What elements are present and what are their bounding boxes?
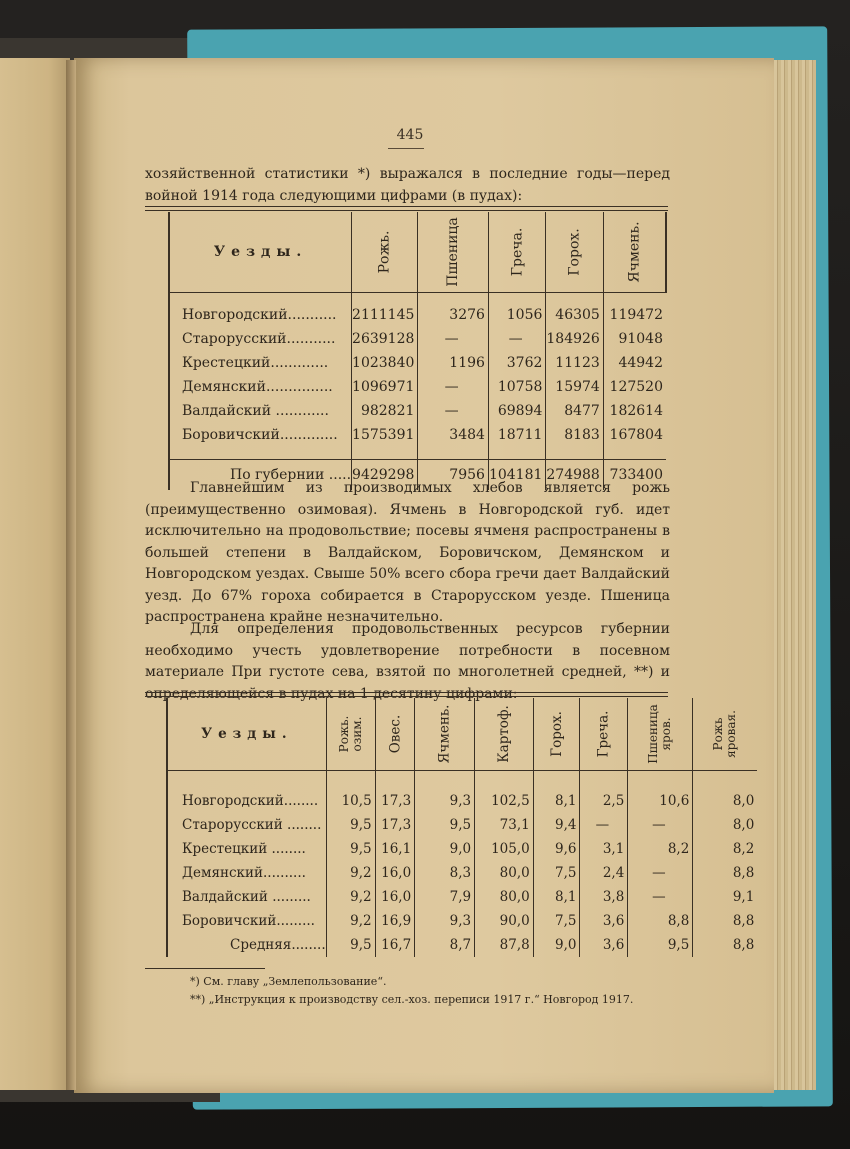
table-row: Демянский............... 1096971 — 10758 15974 127520 xyxy=(169,375,666,399)
cell: 8,2 xyxy=(693,837,758,861)
table1-top-rule xyxy=(145,206,668,211)
cell: 9,2 xyxy=(326,861,375,885)
table2-header-uezd: Уезды. xyxy=(167,698,326,770)
cell: — xyxy=(628,861,693,885)
cell: 9,3 xyxy=(415,909,475,933)
cell: 10758 xyxy=(488,375,545,399)
row-label: Валдайский xyxy=(182,403,272,419)
table1-total-row: По губернии ..... 9429298 7956 104181 274988 733400 xyxy=(169,460,666,490)
cell: 9,5 xyxy=(628,933,693,957)
intro-text: хозяйственной статистики *) выражался в последние годы—перед войной 1914 года следующими цифрами (в пудах): xyxy=(145,166,670,204)
cell: 102,5 xyxy=(475,789,534,813)
row-label: Демянский xyxy=(182,379,266,395)
total-label: По губернии xyxy=(230,467,325,483)
table-row: Старорусский........... 2639128 — — 184926 91048 xyxy=(169,327,666,351)
cell: 10,6 xyxy=(628,789,693,813)
left-page xyxy=(0,58,70,1093)
cell: 44942 xyxy=(603,351,666,375)
row-label: Боровичский xyxy=(182,427,280,443)
table1-col-peas: Горох. xyxy=(566,228,583,276)
cell: 8,7 xyxy=(415,933,475,957)
table1-col-wheat: Пшеница xyxy=(445,216,462,287)
cell: 8,8 xyxy=(628,909,693,933)
cell: 8,2 xyxy=(628,837,693,861)
cell: 105,0 xyxy=(475,837,534,861)
row-label: Валдайский xyxy=(182,889,268,905)
cell: 9,0 xyxy=(533,933,580,957)
row-label: Новгородский xyxy=(182,307,288,323)
cell: 11123 xyxy=(546,351,603,375)
cell: — xyxy=(628,885,693,909)
cell: 3,6 xyxy=(580,909,628,933)
row-label: Крестецкий xyxy=(182,355,271,371)
cell: 80,0 xyxy=(475,861,534,885)
cell: 80,0 xyxy=(475,885,534,909)
table2-col-barley: Ячмень. xyxy=(436,704,453,764)
cell: 8,3 xyxy=(415,861,475,885)
table1-header-uezd: Уезды. xyxy=(169,212,352,292)
cell: 2111145 xyxy=(352,303,418,327)
cell: — xyxy=(580,813,628,837)
cell: 3484 xyxy=(418,423,489,447)
cell: 274988 xyxy=(546,460,603,490)
cell: 104181 xyxy=(488,460,545,490)
cell: 91048 xyxy=(603,327,666,351)
cell: 69894 xyxy=(488,399,545,423)
cell: 7,5 xyxy=(533,909,580,933)
cell: 16,1 xyxy=(375,837,415,861)
cell: 46305 xyxy=(546,303,603,327)
cell: 7956 xyxy=(418,460,489,490)
cell: 17,3 xyxy=(375,813,415,837)
cell: 8,0 xyxy=(693,789,758,813)
cell: 2,4 xyxy=(580,861,628,885)
cell: 16,7 xyxy=(375,933,415,957)
cell: 9,0 xyxy=(415,837,475,861)
cell: 1096971 xyxy=(352,375,418,399)
cell: — xyxy=(418,399,489,423)
cell: 8,0 xyxy=(693,813,758,837)
table-row: Новгородский........... 2111145 3276 1056 46305 119472 xyxy=(169,303,666,327)
cell: 15974 xyxy=(546,375,603,399)
cell: 8,1 xyxy=(533,885,580,909)
cell: 167804 xyxy=(603,423,666,447)
table-row: Крестецкий ........ 9,5 16,1 9,0 105,0 9,6 3,1 8,2 8,2 xyxy=(167,837,757,861)
footnote-2: **) „Инструкция к производству сел.-хоз. переписи 1917 г.“ Новгород 1917. xyxy=(190,993,634,1006)
book-spine xyxy=(66,60,76,1090)
table-row: Крестецкий............. 1023840 1196 3762 11123 44942 xyxy=(169,351,666,375)
cell: 733400 xyxy=(603,460,666,490)
table2 xyxy=(166,698,757,957)
cell: — xyxy=(418,375,489,399)
cell: 3762 xyxy=(488,351,545,375)
cell: 9429298 xyxy=(352,460,418,490)
cell: 9,5 xyxy=(326,933,375,957)
cell: 8183 xyxy=(546,423,603,447)
paragraph-2: Для определения продовольственных ресурсов губернии необходимо учесть удовлетворение потребности в посевном материале При густоте сева, взятой по многолетней средней, **) и определяющейся в пудах на 1 десятину цифрами: xyxy=(145,621,670,702)
cell: 1196 xyxy=(418,351,489,375)
cell: 127520 xyxy=(603,375,666,399)
cell: 2639128 xyxy=(352,327,418,351)
cell: 982821 xyxy=(352,399,418,423)
page-number: 445 xyxy=(396,127,424,143)
table2-col-peas: Горох. xyxy=(548,710,565,757)
average-label: Средняя xyxy=(230,937,292,953)
table2-header-row xyxy=(167,698,757,770)
cell: 1023840 xyxy=(352,351,418,375)
table-row: Валдайский ............ 982821 — 69894 8477 182614 xyxy=(169,399,666,423)
row-label: Демянский xyxy=(182,865,263,881)
page-number-rule xyxy=(388,148,424,149)
cell: 7,9 xyxy=(415,885,475,909)
table2-col-rye-winter: Рожь. озим. xyxy=(336,715,364,753)
table2-top-rule xyxy=(145,692,668,697)
cell: 182614 xyxy=(603,399,666,423)
cell: 3,1 xyxy=(580,837,628,861)
cell: 9,1 xyxy=(693,885,758,909)
cell: 9,4 xyxy=(533,813,580,837)
cell: 16,0 xyxy=(375,861,415,885)
table1-col-buckwheat: Греча. xyxy=(509,227,526,277)
table-row: Боровичский......... 9,2 16,9 9,3 90,0 7,5 3,6 8,8 8,8 xyxy=(167,909,757,933)
table-row: Новгородский........ 10,5 17,3 9,3 102,5 8,1 2,5 10,6 8,0 xyxy=(167,789,757,813)
table2-col-oats: Овес. xyxy=(386,714,403,754)
row-label: Крестецкий xyxy=(182,841,268,857)
row-label: Старорусский xyxy=(182,817,283,833)
table2-col-spring-wheat: Пшеница яров. xyxy=(646,703,674,764)
cell: 73,1 xyxy=(475,813,534,837)
cell: 9,3 xyxy=(415,789,475,813)
cell: 90,0 xyxy=(475,909,534,933)
cell: 8,1 xyxy=(533,789,580,813)
cell: 9,2 xyxy=(326,885,375,909)
cell: 3276 xyxy=(418,303,489,327)
cell: 9,5 xyxy=(415,813,475,837)
cell: 8,8 xyxy=(693,909,758,933)
table1-header-row xyxy=(169,212,666,292)
row-label: Новгородский xyxy=(182,793,284,809)
cell: 1056 xyxy=(488,303,545,327)
cell: 1575391 xyxy=(352,423,418,447)
cell: 16,0 xyxy=(375,885,415,909)
table-row: Боровичский............. 1575391 3484 18711 8183 167804 xyxy=(169,423,666,447)
table2-average-row: Средняя........ 9,5 16,7 8,7 87,8 9,0 3,6 9,5 8,8 xyxy=(167,933,757,957)
table1-col-rye: Рожь. xyxy=(376,230,393,274)
footnote-rule xyxy=(145,968,265,969)
cell: — xyxy=(488,327,545,351)
cell: 119472 xyxy=(603,303,666,327)
cell: — xyxy=(418,327,489,351)
cell: 8477 xyxy=(546,399,603,423)
table2-col-spring-rye: Рожь яровая. xyxy=(711,709,739,758)
cell: 8,8 xyxy=(693,861,758,885)
table-row: Демянский.......... 9,2 16,0 8,3 80,0 7,5 2,4 — 8,8 xyxy=(167,861,757,885)
table2-col-buckwheat: Греча. xyxy=(595,710,612,758)
cell: 9,5 xyxy=(326,837,375,861)
binding-strip xyxy=(0,38,200,60)
footnote-1: *) См. главу „Землепользование“. xyxy=(190,975,387,988)
cell: 10,5 xyxy=(326,789,375,813)
cell: 9,6 xyxy=(533,837,580,861)
cell: 2,5 xyxy=(580,789,628,813)
cell: 3,8 xyxy=(580,885,628,909)
table2-col-potato: Картоф. xyxy=(495,704,512,763)
table1 xyxy=(168,212,667,490)
cell: — xyxy=(628,813,693,837)
table-row: Старорусский ........ 9,5 17,3 9,5 73,1 9,4 — — 8,0 xyxy=(167,813,757,837)
cell: 18711 xyxy=(488,423,545,447)
cell: 87,8 xyxy=(475,933,534,957)
cell: 3,6 xyxy=(580,933,628,957)
row-label: Боровичский xyxy=(182,913,277,929)
table-row: Валдайский ......... 9,2 16,0 7,9 80,0 8,1 3,8 — 9,1 xyxy=(167,885,757,909)
table1-col-barley: Ячмень. xyxy=(626,221,643,283)
cell: 16,9 xyxy=(375,909,415,933)
cell: 17,3 xyxy=(375,789,415,813)
row-label: Старорусский xyxy=(182,331,287,347)
paragraph-1: Главнейшим из производимых хлебов является рожь (преимущественно озимовая). Ячмень в Новгородской губ. идет исключительно на продовольствие; посевы ячменя распространены в большей степени в Валдайском, Боровичском, Демянском и Новгородском уездах. Свыше 50% всего сбора гречи дает Валдайский уезд. До 67% гороха собирается в Старорусском уезде. Пшеница распространена крайне незначительно. xyxy=(145,480,670,625)
cell: 8,8 xyxy=(693,933,758,957)
cell: 7,5 xyxy=(533,861,580,885)
cell: 184926 xyxy=(546,327,603,351)
cell: 9,2 xyxy=(326,909,375,933)
cell: 9,5 xyxy=(326,813,375,837)
